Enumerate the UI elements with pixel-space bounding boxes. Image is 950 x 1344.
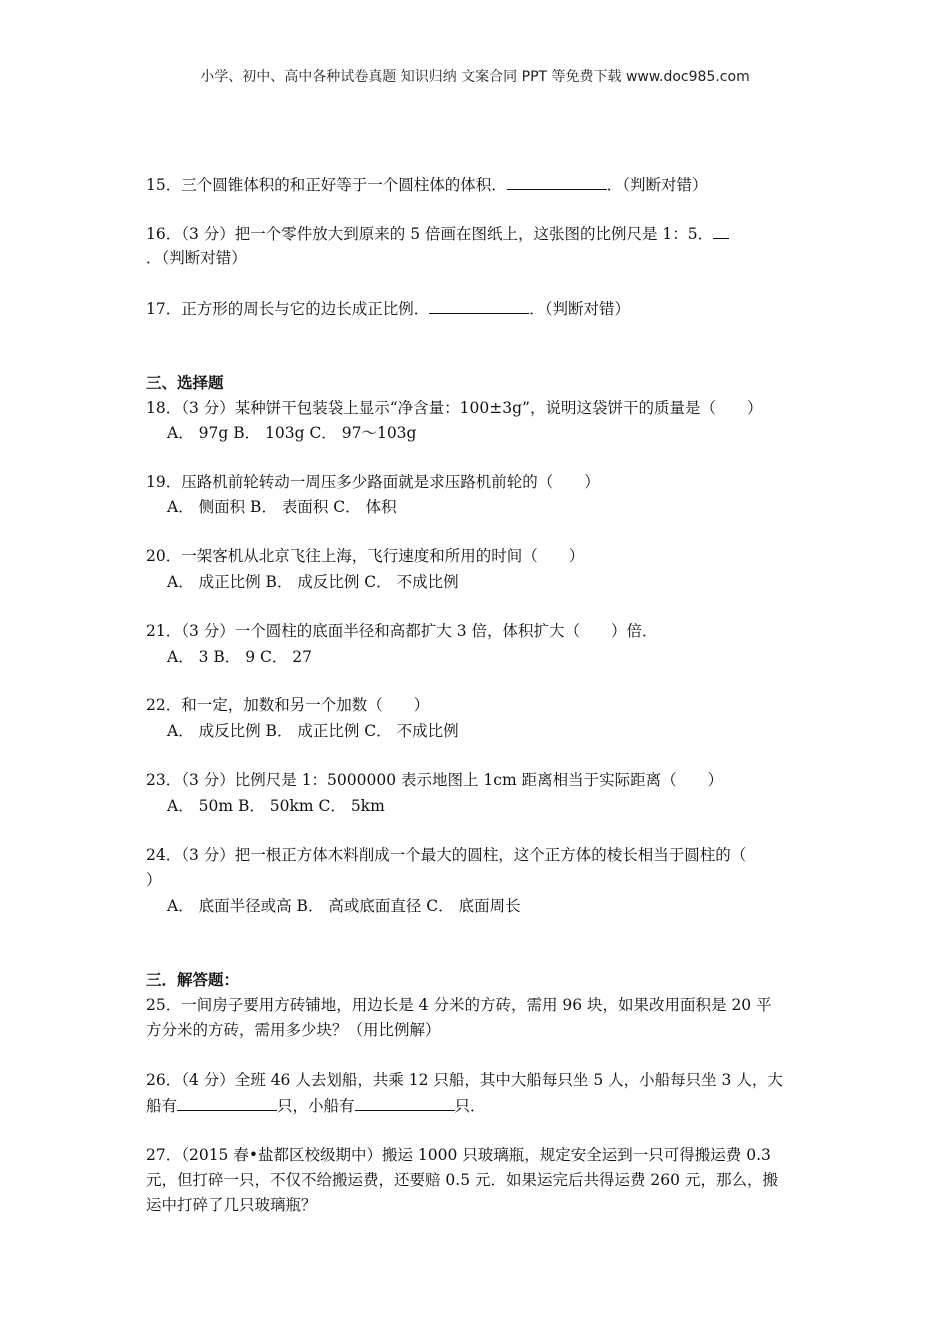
answer-blank[interactable] xyxy=(429,298,529,314)
question-27-line2: 元，但打碎一只，不仅不给搬运费，还要赔 0.5 元．如果运完后共得运费 260 元，那么，搬 xyxy=(146,1171,778,1189)
question-22-options[interactable]: A． 成反比例 B． 成正比例 C． 不成比例 xyxy=(167,722,459,740)
question-21: 21．（3 分）一个圆柱的底面半径和高都扩大 3 倍，体积扩大（ ）倍． xyxy=(146,622,658,640)
question-21-options[interactable]: A． 3 B． 9 C． 27 xyxy=(167,648,313,666)
question-23-options[interactable]: A． 50m B． 50km C． 5km xyxy=(167,797,385,815)
question-20-options[interactable]: A． 成正比例 B． 成反比例 C． 不成比例 xyxy=(167,573,459,591)
question-19: 19．压路机前轮转动一周压多少路面就是求压路机前轮的（ ） xyxy=(146,473,600,491)
section-title-choice: 三、选择题 xyxy=(146,373,224,392)
section-title-solve: 三．解答题： xyxy=(146,970,240,989)
question-16-line1: 16．（3 分）把一个零件放大到原来的 5 倍画在图纸上，这张图的比例尺是 1：5． xyxy=(146,225,714,243)
question-24-line2: ） xyxy=(146,871,162,889)
question-19-options[interactable]: A． 侧面积 B． 表面积 C． 体积 xyxy=(167,498,397,516)
answer-blank-big-boats[interactable] xyxy=(177,1095,277,1111)
question-17 xyxy=(146,298,630,319)
question-25-line2: 方分米的方砖，需用多少块？（用比例解） xyxy=(146,1021,441,1039)
question-16 xyxy=(146,223,729,244)
question-26-part-b: 只，小船有 xyxy=(277,1097,355,1115)
question-18-options[interactable]: A． 97g B． 103g C． 97～103g xyxy=(167,424,417,442)
question-17-text: 17．正方形的周长与它的边长成正比例． xyxy=(146,300,430,318)
question-17-suffix: ．（判断对错） xyxy=(529,300,630,318)
page-header: 小学、初中、高中各种试卷真题 知识归纳 文案合同 PPT 等免费下载 www.doc985.com xyxy=(200,69,750,85)
question-24: 24．（3 分）把一根正方体木料削成一个最大的圆柱，这个正方体的棱长相当于圆柱的（ xyxy=(146,846,747,864)
answer-blank[interactable] xyxy=(507,174,607,190)
question-20: 20．一架客机从北京飞往上海，飞行速度和所用的时间（ ） xyxy=(146,547,585,565)
question-15 xyxy=(146,174,708,195)
question-26-part-c: 只． xyxy=(454,1097,486,1115)
question-16-line2: ．（判断对错） xyxy=(146,249,247,267)
question-25: 25．一间房子要用方砖铺地，用边长是 4 分米的方砖，需用 96 块，如果改用面积是 20 平 xyxy=(146,996,772,1014)
question-26-line2 xyxy=(146,1095,486,1116)
question-26: 26．（4 分）全班 46 人去划船，共乘 12 只船，其中大船每只坐 5 人，小船每只坐 3 人，大 xyxy=(146,1071,783,1089)
question-23: 23．（3 分）比例尺是 1：5000000 表示地图上 1cm 距离相当于实际距离（ ） xyxy=(146,771,724,789)
question-15-suffix: ．（判断对错） xyxy=(606,176,708,194)
question-15-text: 15．三个圆锥体积的和正好等于一个圆柱体的体积． xyxy=(146,176,507,194)
question-27: 27．（2015 春•盐都区校级期中）搬运 1000 只玻璃瓶，规定安全运到一只可得搬运费 0.3 xyxy=(146,1146,771,1164)
question-22: 22．和一定，加数和另一个加数（ ） xyxy=(146,696,430,714)
question-18: 18．（3 分）某种饼干包装袋上显示“净含量：100±3g”，说明这袋饼干的质量是（ ） xyxy=(146,399,763,417)
question-27-line3: 运中打碎了几只玻璃瓶？ xyxy=(146,1196,317,1214)
question-26-part-a: 船有 xyxy=(146,1097,178,1115)
answer-blank-small-boats[interactable] xyxy=(355,1095,455,1111)
question-24-options[interactable]: A． 底面半径或高 B． 高或底面直径 C． 底面周长 xyxy=(167,897,521,915)
answer-blank[interactable] xyxy=(713,223,729,239)
